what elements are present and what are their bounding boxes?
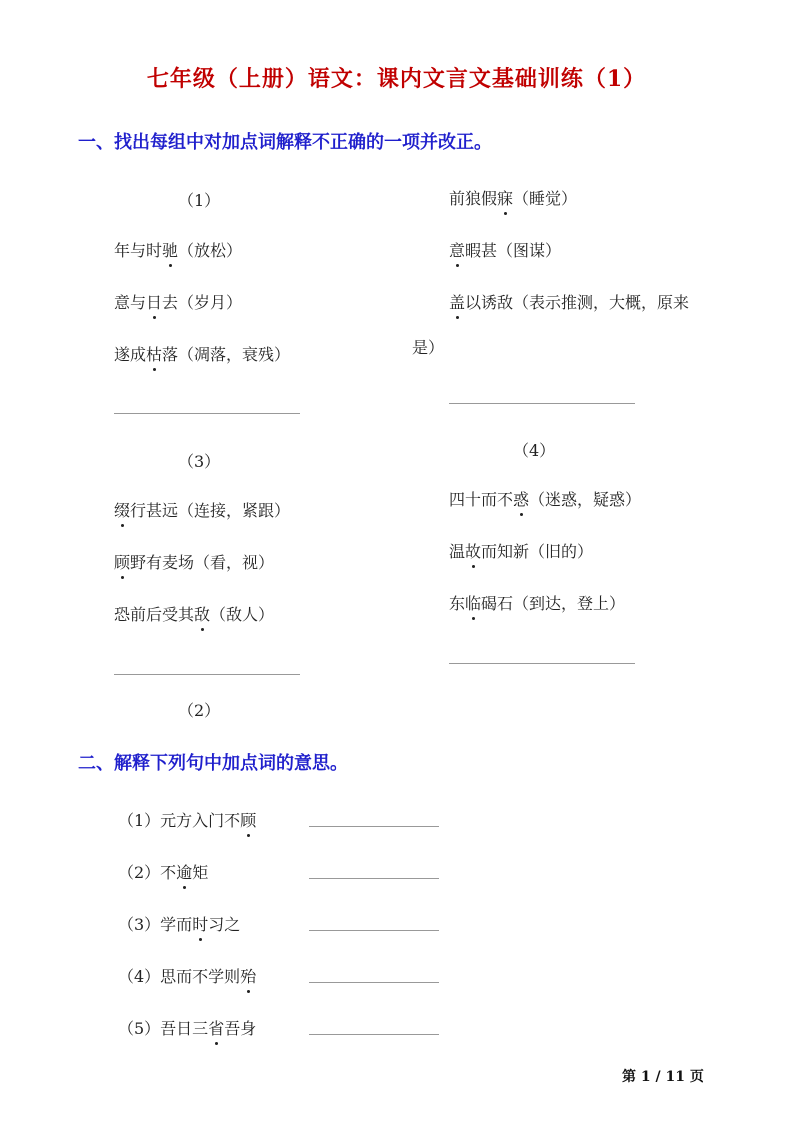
group-2-label: （2） (178, 701, 221, 720)
dotted-word: 意 (449, 238, 465, 261)
group-2-item-2 (449, 238, 561, 261)
group-2-answer-line[interactable] (449, 403, 635, 404)
item-text: 遂成 (114, 345, 147, 364)
item-text: 恐前后受其 (114, 605, 195, 624)
item-text: （4）思而不学则 (118, 967, 241, 986)
dotted-word: 故 (465, 539, 481, 562)
item-text: 年与时 (114, 241, 163, 260)
section-2-heading: 二、解释下列句中加点词的意思。 (78, 753, 348, 774)
group-1-item-3 (114, 342, 290, 365)
item-text: 行甚远（连接，紧跟） (130, 501, 291, 520)
item-text: 暇甚（图谋） (465, 241, 562, 260)
item-text: 吾身 (224, 1019, 257, 1038)
group-4-item-1 (449, 487, 641, 510)
section-2-item-4 (118, 964, 256, 987)
dotted-word: 敌 (194, 602, 210, 625)
section-2-answer-line-1[interactable] (309, 826, 439, 827)
item-text: （1）元方入门不 (118, 811, 241, 830)
dotted-word: 顾 (114, 550, 130, 573)
dotted-word: 缀 (114, 498, 130, 521)
item-text: 四十而不 (449, 490, 514, 509)
item-text: 碣石（到达，登上） (481, 594, 626, 613)
group-2-item-1 (449, 186, 577, 209)
group-4-answer-line[interactable] (449, 663, 635, 664)
dotted-word: 临 (465, 591, 481, 614)
item-text: 意与 (114, 293, 147, 312)
group-2-item-3-wrap: 是） (412, 338, 445, 357)
group-3-item-2 (114, 550, 274, 573)
section-2-item-2 (118, 860, 208, 883)
page-number: 第 1 / 11 页 (622, 1069, 704, 1085)
dotted-word: 顾 (240, 808, 256, 831)
group-1-item-2 (114, 290, 242, 313)
section-2-item-3 (118, 912, 240, 935)
dotted-word: 殆 (240, 964, 256, 987)
dotted-word: 枯 (146, 342, 162, 365)
item-text: 去（岁月） (162, 293, 243, 312)
item-text: 矩 (192, 863, 209, 882)
item-text: 以诱敌（表示推测，大概，原来 (465, 293, 690, 312)
group-2-item-3 (449, 290, 689, 313)
item-text: 落（凋落，衰残） (162, 345, 291, 364)
item-text: （敌人） (210, 605, 275, 624)
section-2-item-1 (118, 808, 256, 831)
item-text: 前狼假 (449, 189, 498, 208)
dotted-word: 时 (192, 912, 208, 935)
section-2-answer-line-3[interactable] (309, 930, 439, 931)
dotted-word: 省 (208, 1016, 224, 1039)
group-3-item-3 (114, 602, 274, 625)
group-3-item-1 (114, 498, 290, 521)
item-text: （迷惑，疑惑） (529, 490, 642, 509)
group-3-label: （3） (178, 452, 221, 471)
group-4-item-3 (449, 591, 625, 614)
page-title: 七年级（上册）语文：课内文言文基础训练（1） (146, 66, 647, 92)
item-text: （2）不 (118, 863, 177, 882)
item-text: （睡觉） (513, 189, 578, 208)
item-text: 东 (449, 594, 466, 613)
dotted-word: 日 (146, 290, 162, 313)
section-2-answer-line-2[interactable] (309, 878, 439, 879)
dotted-word: 逾 (176, 860, 192, 883)
section-2-answer-line-4[interactable] (309, 982, 439, 983)
item-text: 习之 (208, 915, 241, 934)
group-1-label: （1） (178, 191, 221, 210)
dotted-word: 驰 (162, 238, 178, 261)
group-1-item-1 (114, 238, 242, 261)
item-text: 温 (449, 542, 466, 561)
item-text: 野有麦场（看，视） (130, 553, 275, 572)
item-text: 而知新（旧的） (481, 542, 594, 561)
section-2-item-5 (118, 1016, 256, 1039)
group-4-label: （4） (513, 441, 556, 460)
group-4-item-2 (449, 539, 593, 562)
section-1-heading: 一、找出每组中对加点词解释不正确的一项并改正。 (78, 132, 492, 153)
dotted-word: 惑 (513, 487, 529, 510)
item-text: （5）吾日三 (118, 1019, 209, 1038)
item-text: （3）学而 (118, 915, 193, 934)
group-1-answer-line[interactable] (114, 413, 300, 414)
group-3-answer-line[interactable] (114, 674, 300, 675)
dotted-word: 寐 (497, 186, 513, 209)
section-2-answer-line-5[interactable] (309, 1034, 439, 1035)
item-text: （放松） (178, 241, 243, 260)
dotted-word: 盖 (449, 290, 465, 313)
